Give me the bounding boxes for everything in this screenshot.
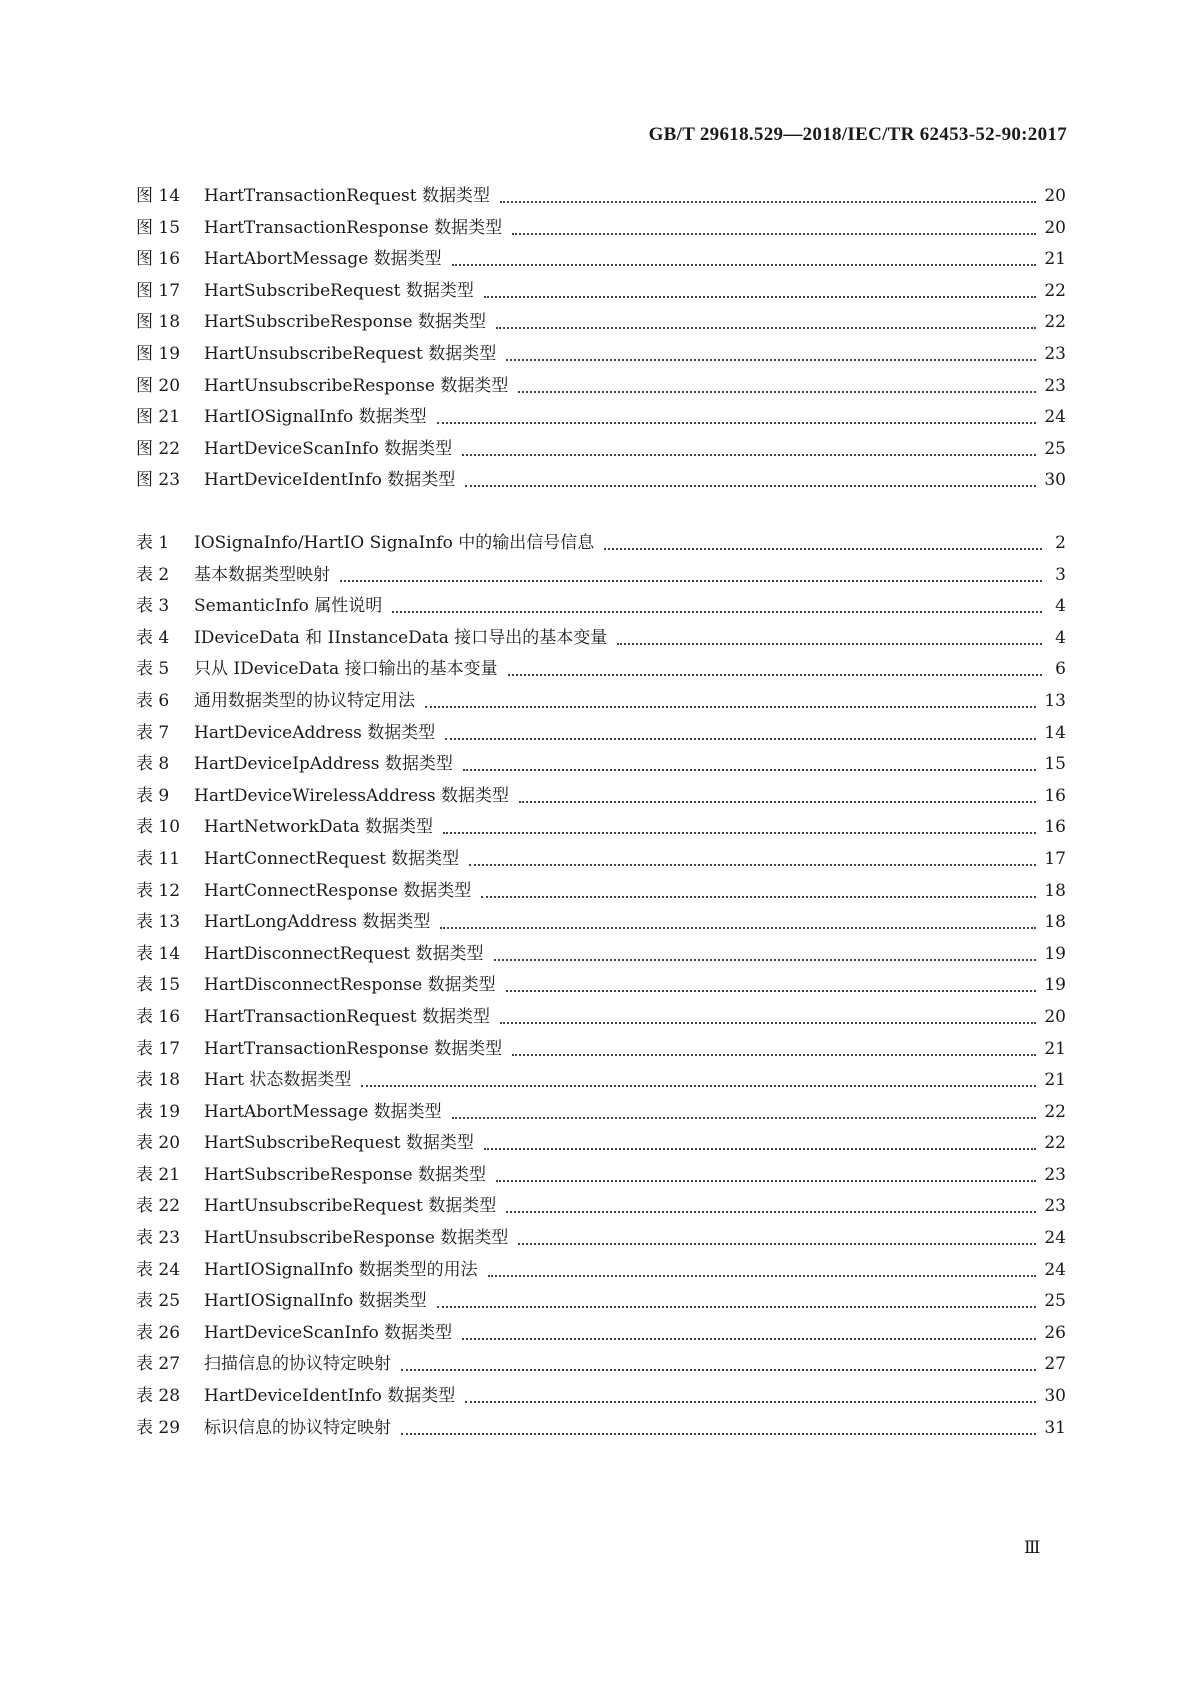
entry-page: 16: [1044, 785, 1066, 806]
entry-label: 图 23: [136, 470, 181, 491]
dot-leader: [440, 910, 1036, 929]
toc-entry[interactable]: [136, 591, 1066, 623]
entry-title: HartTransactionResponse 数据类型: [204, 1038, 503, 1059]
toc-entry[interactable]: [136, 339, 1066, 371]
entry-title: HartIOSignalInfo 数据类型的用法: [204, 1259, 478, 1280]
dot-leader: [463, 752, 1036, 771]
entry-title: HartDeviceScanInfo 数据类型: [204, 438, 453, 459]
dot-leader: [506, 1194, 1036, 1213]
entry-title: HartTransactionRequest 数据类型: [204, 1006, 491, 1027]
toc-entry[interactable]: [136, 939, 1066, 971]
entry-title: HartDisconnectResponse 数据类型: [204, 975, 496, 996]
dot-leader: [462, 1321, 1036, 1340]
dot-leader: [340, 563, 1042, 582]
toc-entry[interactable]: [136, 528, 1066, 560]
entry-page: 3: [1055, 564, 1066, 585]
entry-page: 23: [1044, 1196, 1066, 1217]
entry-page: 13: [1044, 690, 1066, 711]
entry-page: 22: [1044, 312, 1066, 333]
toc-entry[interactable]: [136, 749, 1066, 781]
entry-title: HartUnsubscribeResponse 数据类型: [204, 1228, 509, 1249]
dot-leader: [437, 1289, 1037, 1308]
page-number: Ⅲ: [1024, 1538, 1041, 1557]
entry-page: 21: [1044, 1038, 1066, 1059]
entry-page: 30: [1044, 1386, 1066, 1407]
entry-page: 19: [1044, 943, 1066, 964]
toc-entry[interactable]: [136, 1097, 1066, 1129]
entry-page: 21: [1044, 249, 1066, 270]
toc-entry[interactable]: [136, 781, 1066, 813]
dot-leader: [469, 847, 1036, 866]
dot-leader: [361, 1068, 1036, 1087]
toc-entry[interactable]: [136, 371, 1066, 403]
entry-label: 表 24: [136, 1259, 181, 1280]
entry-page: 24: [1044, 1228, 1066, 1249]
entry-label: 表 27: [136, 1354, 181, 1375]
entry-page: 22: [1044, 1101, 1066, 1122]
toc-entry[interactable]: [136, 907, 1066, 939]
entry-label: 表 21: [136, 1164, 181, 1185]
entry-label: 图 21: [136, 407, 181, 428]
entry-label: 表 6: [136, 690, 170, 711]
entry-label: 图 15: [136, 217, 181, 238]
entry-page: 18: [1044, 912, 1066, 933]
dot-leader: [445, 721, 1036, 740]
entry-label: 图 14: [136, 186, 181, 206]
toc-entry[interactable]: [136, 718, 1066, 750]
entry-title: HartSubscribeRequest 数据类型: [204, 1133, 474, 1154]
entry-label: 表 12: [136, 880, 181, 901]
entry-label: 表 18: [136, 1070, 181, 1091]
toc-entry[interactable]: [136, 812, 1066, 844]
entry-page: 19: [1044, 975, 1066, 996]
entry-label: 表 10: [136, 817, 181, 838]
toc-entry[interactable]: [136, 276, 1066, 308]
entry-label: 表 5: [136, 659, 170, 680]
entry-page: 25: [1044, 438, 1066, 459]
entry-label: 表 17: [136, 1038, 181, 1059]
entry-label: 表 4: [136, 627, 170, 648]
entry-title: HartAbortMessage 数据类型: [204, 249, 442, 270]
dot-leader: [462, 437, 1036, 456]
entry-label: 表 26: [136, 1322, 181, 1343]
dot-leader: [484, 279, 1037, 298]
dot-leader: [488, 1258, 1037, 1277]
toc-entry[interactable]: [136, 213, 1066, 245]
toc-entry[interactable]: [136, 307, 1066, 339]
entry-title: HartAbortMessage 数据类型: [204, 1101, 442, 1122]
dot-leader: [452, 247, 1037, 266]
dot-leader: [518, 374, 1036, 393]
entry-title: HartDeviceIdentInfo 数据类型: [204, 470, 456, 491]
standard-number-header: GB/T 29618.529—2018/IEC/TR 62453-52-90:2017: [648, 124, 1067, 145]
dot-leader: [425, 689, 1036, 708]
entry-title: HartDeviceIdentInfo 数据类型: [204, 1386, 456, 1407]
entry-label: 图 17: [136, 280, 181, 301]
entry-label: 表 29: [136, 1417, 181, 1438]
entry-title: HartIOSignalInfo 数据类型: [204, 407, 427, 428]
entry-label: 表 1: [136, 533, 170, 553]
dot-leader: [494, 942, 1037, 961]
dot-leader: [392, 594, 1042, 613]
entry-label: 表 9: [136, 785, 170, 806]
entry-label: 图 18: [136, 312, 181, 333]
entry-title: HartSubscribeResponse 数据类型: [204, 1164, 486, 1185]
toc-entry[interactable]: [136, 181, 1066, 213]
toc-entry[interactable]: [136, 244, 1066, 276]
entry-label: 表 3: [136, 596, 170, 617]
toc-entry[interactable]: [136, 1413, 1066, 1445]
toc-entry[interactable]: [136, 970, 1066, 1002]
entry-title: SemanticInfo 属性说明: [194, 596, 383, 617]
entry-label: 图 22: [136, 438, 181, 459]
dot-leader: [512, 216, 1036, 235]
dot-leader: [518, 1226, 1036, 1245]
entry-page: 16: [1044, 817, 1066, 838]
entry-page: 23: [1044, 343, 1066, 364]
entry-title: 扫描信息的协议特定映射: [204, 1354, 391, 1375]
dot-leader: [506, 342, 1036, 361]
toc-entry[interactable]: [136, 1349, 1066, 1381]
entry-page: 23: [1044, 1164, 1066, 1185]
dot-leader: [452, 1100, 1037, 1119]
entry-page: 17: [1044, 848, 1066, 869]
toc-entry[interactable]: [136, 1223, 1066, 1255]
entry-label: 表 23: [136, 1228, 181, 1249]
toc-entry[interactable]: [136, 654, 1066, 686]
dot-leader: [481, 879, 1036, 898]
dot-leader: [484, 1131, 1037, 1150]
entry-label: 表 15: [136, 975, 181, 996]
dot-leader: [604, 531, 1042, 550]
entry-title: HartSubscribeResponse 数据类型: [204, 312, 486, 333]
entry-title: HartUnsubscribeResponse 数据类型: [204, 375, 509, 396]
entry-title: HartDisconnectRequest 数据类型: [204, 943, 484, 964]
entry-page: 27: [1044, 1354, 1066, 1375]
toc-entry[interactable]: [136, 560, 1066, 592]
entry-page: 31: [1044, 1417, 1066, 1438]
toc-entry[interactable]: [136, 1318, 1066, 1350]
table-list: [136, 528, 1066, 1444]
entry-page: 2: [1055, 533, 1066, 553]
entry-label: 表 2: [136, 564, 170, 585]
entry-label: 图 20: [136, 375, 181, 396]
entry-page: 24: [1044, 407, 1066, 428]
entry-title: 通用数据类型的协议特定用法: [194, 690, 415, 711]
dot-leader: [508, 657, 1042, 676]
entry-page: 26: [1044, 1322, 1066, 1343]
toc-entry[interactable]: [136, 402, 1066, 434]
entry-title: IOSignaInfo/HartIO SignaInfo 中的输出信号信息: [194, 533, 595, 553]
toc-entry[interactable]: [136, 1002, 1066, 1034]
entry-title: HartUnsubscribeRequest 数据类型: [204, 343, 497, 364]
dot-leader: [506, 973, 1037, 992]
toc-entry[interactable]: [136, 1255, 1066, 1287]
entry-title: HartConnectRequest 数据类型: [204, 848, 460, 869]
entry-label: 图 19: [136, 343, 181, 364]
entry-title: HartDeviceAddress 数据类型: [194, 722, 436, 743]
toc-entry[interactable]: [136, 1286, 1066, 1318]
dot-leader: [500, 1005, 1036, 1024]
entry-label: 表 8: [136, 754, 170, 775]
toc-entry[interactable]: [136, 1160, 1066, 1192]
toc-entry[interactable]: [136, 434, 1066, 466]
entry-title: HartDeviceWirelessAddress 数据类型: [194, 785, 510, 806]
entry-title: HartTransactionRequest 数据类型: [204, 186, 491, 206]
entry-page: 15: [1044, 754, 1066, 775]
entry-label: 表 20: [136, 1133, 181, 1154]
entry-page: 20: [1044, 186, 1066, 206]
entry-page: 21: [1044, 1070, 1066, 1091]
entry-title: HartTransactionResponse 数据类型: [204, 217, 503, 238]
toc-entry[interactable]: [136, 844, 1066, 876]
entry-label: 表 22: [136, 1196, 181, 1217]
entry-title: 标识信息的协议特定映射: [204, 1417, 391, 1438]
entry-label: 表 13: [136, 912, 181, 933]
entry-label: 表 7: [136, 722, 170, 743]
toc-entry[interactable]: [136, 1191, 1066, 1223]
entry-label: 表 25: [136, 1291, 181, 1312]
entry-title: HartUnsubscribeRequest 数据类型: [204, 1196, 497, 1217]
dot-leader: [519, 784, 1036, 803]
dot-leader: [437, 405, 1037, 424]
entry-page: 4: [1055, 596, 1066, 617]
dot-leader: [512, 1037, 1036, 1056]
toc-entry[interactable]: [136, 465, 1066, 497]
toc-entry[interactable]: [136, 686, 1066, 718]
entry-label: 表 14: [136, 943, 181, 964]
dot-leader: [496, 310, 1036, 329]
entry-label: 表 28: [136, 1386, 181, 1407]
entry-page: 20: [1044, 1006, 1066, 1027]
entry-page: 22: [1044, 280, 1066, 301]
entry-title: 只从 IDeviceData 接口输出的基本变量: [194, 659, 498, 680]
entry-page: 30: [1044, 470, 1066, 491]
entry-title: Hart 状态数据类型: [204, 1070, 352, 1091]
dot-leader: [617, 626, 1042, 645]
entry-title: HartSubscribeRequest 数据类型: [204, 280, 474, 301]
toc-entry[interactable]: [136, 1065, 1066, 1097]
entry-page: 20: [1044, 217, 1066, 238]
entry-title: 基本数据类型映射: [194, 564, 330, 585]
toc-entry[interactable]: [136, 1381, 1066, 1413]
entry-label: 表 16: [136, 1006, 181, 1027]
entry-label: 表 19: [136, 1101, 181, 1122]
dot-leader: [500, 184, 1036, 203]
toc-entry[interactable]: [136, 876, 1066, 908]
entry-title: HartDeviceIpAddress 数据类型: [194, 754, 453, 775]
entry-title: HartConnectResponse 数据类型: [204, 880, 472, 901]
entry-page: 4: [1055, 627, 1066, 648]
toc-entry[interactable]: [136, 623, 1066, 655]
toc-entry[interactable]: [136, 1128, 1066, 1160]
figure-list: [136, 181, 1066, 497]
entry-label: 表 11: [136, 848, 181, 869]
dot-leader: [465, 468, 1036, 487]
dot-leader: [465, 1384, 1036, 1403]
entry-title: HartLongAddress 数据类型: [204, 912, 431, 933]
dot-leader: [443, 815, 1036, 834]
entry-title: HartIOSignalInfo 数据类型: [204, 1291, 427, 1312]
dot-leader: [496, 1163, 1036, 1182]
entry-title: HartNetworkData 数据类型: [204, 817, 434, 838]
entry-page: 18: [1044, 880, 1066, 901]
entry-label: 图 16: [136, 249, 181, 270]
entry-page: 24: [1044, 1259, 1066, 1280]
entry-page: 23: [1044, 375, 1066, 396]
dot-leader: [401, 1416, 1036, 1435]
entry-page: 6: [1055, 659, 1066, 680]
dot-leader: [401, 1352, 1036, 1371]
entry-title: IDeviceData 和 IInstanceData 接口导出的基本变量: [194, 627, 608, 648]
entry-page: 25: [1044, 1291, 1066, 1312]
toc-entry[interactable]: [136, 1034, 1066, 1066]
entry-title: HartDeviceScanInfo 数据类型: [204, 1322, 453, 1343]
entry-page: 22: [1044, 1133, 1066, 1154]
entry-page: 14: [1044, 722, 1066, 743]
